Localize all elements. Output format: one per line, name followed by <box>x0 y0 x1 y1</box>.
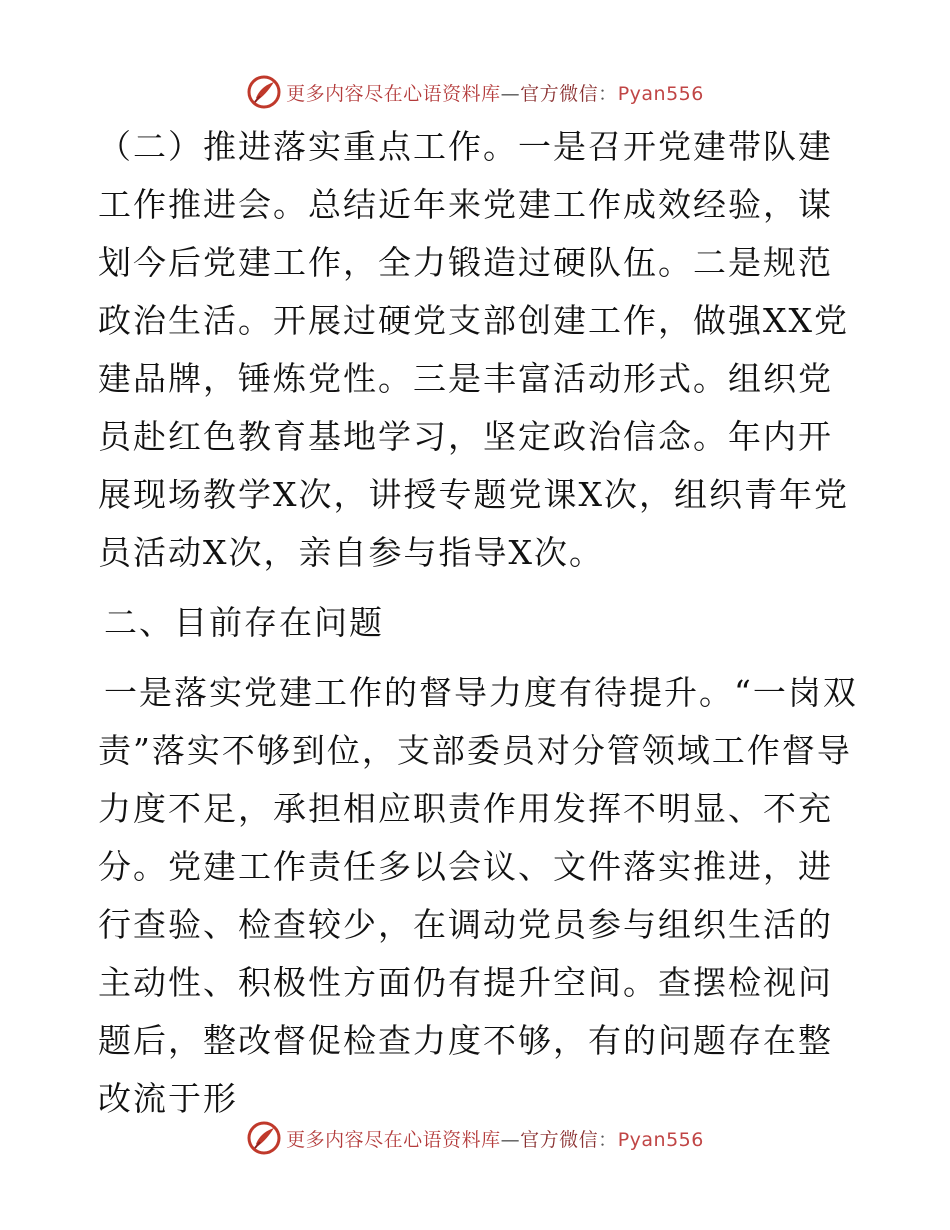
header-watermark-banner <box>0 72 950 112</box>
section-heading-problems: 二、目前存在问题 <box>104 603 384 642</box>
watermark-main: 更多内容尽在心语资料库 <box>286 1128 501 1151</box>
watermark-dash: — <box>500 82 521 105</box>
paragraph-key-work: （二）推进落实重点工作。一是召开党建带队建工作推进会。总结近年来党建工作成效经验，谋划今后党建工作，全力锻造过硬队伍。二是规范政治生活。开展过硬党支部创建工作，做强XX党建品牌，锤炼党性。三是丰富活动形式。组织党员赴红色教育基地学习，坚定政治信念。年内开展现场教学X次，讲授专题党课X次，组织青年党员活动X次，亲自参与指导X次。 <box>98 127 849 572</box>
quill-logo-icon <box>246 74 282 110</box>
document-body <box>98 118 858 1128</box>
watermark-colon: ： <box>598 82 618 105</box>
paragraph-supervision-issue: 一是落实党建工作的督导力度有待提升。“一岗双责”落实不够到位，支部委员对分管领域工作督导力度不足，承担相应职责作用发挥不明显、不充分。党建工作责任多以会议、文件落实推进，进行查验、检查较少，在调动党员参与组织生活的主动性、积极性方面仍有提升空间。查摆检视问题后，整改督促检查力度不够，有的问题存在整改流于形 <box>98 673 858 1118</box>
watermark-text <box>286 79 704 106</box>
footer-watermark-banner <box>0 1118 950 1158</box>
quill-logo-icon <box>246 1120 282 1156</box>
watermark-main: 更多内容尽在心语资料库 <box>286 82 501 105</box>
watermark-wechat-id: Pyan556 <box>617 82 704 105</box>
watermark-colon: ： <box>598 1128 618 1151</box>
watermark-dash: — <box>500 1128 521 1151</box>
watermark-text <box>286 1125 704 1152</box>
watermark-wechat-id: Pyan556 <box>617 1128 704 1151</box>
watermark-wechat-label: 官方微信 <box>520 1128 599 1151</box>
watermark-wechat-label: 官方微信 <box>520 82 599 105</box>
